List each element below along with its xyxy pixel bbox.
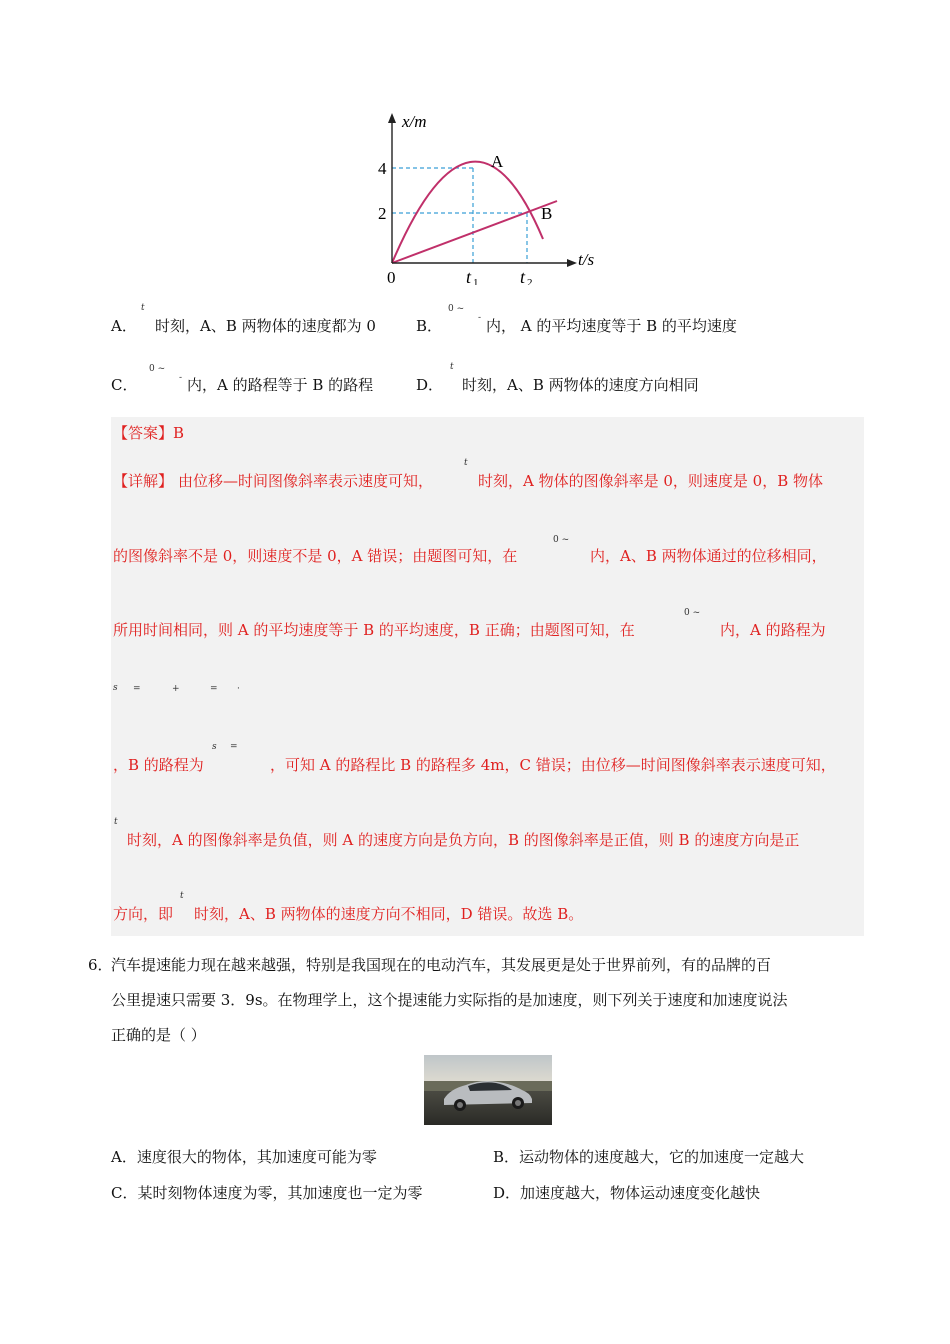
q5-option-b-range: 0 ~ (448, 304, 465, 314)
detail-line7-t: t (180, 891, 184, 901)
q6-line1: 汽车提速能力现在越来越强，特别是我国现在的电动汽车，其发展更是处于世界前列，有的品牌的百 (111, 956, 772, 974)
t2-label: t (520, 267, 526, 285)
x-axis-label: t/s (578, 250, 595, 269)
q6-option-c: C．某时刻物体速度为零，其加速度也一定为零 (111, 1184, 423, 1202)
q6-line3: 正确的是（ ） (111, 1026, 206, 1044)
y-axis-label: x/m (402, 112, 427, 131)
t2-subscript: 2 (527, 277, 533, 285)
detail-line1-t: t (464, 458, 468, 468)
q5-option-d-t: t (450, 362, 454, 372)
q5-option-b-prefix: B． (416, 317, 443, 335)
car-photo (424, 1055, 552, 1125)
q6-option-b: B．运动物体的速度越大，它的加速度一定越大 (493, 1148, 805, 1166)
detail-line6-t: t (114, 817, 118, 827)
detail-line3-range: 0 ~ (684, 608, 701, 618)
curve-b-label: B (541, 204, 553, 223)
detail-line3-b: 内，A 的路程为 (720, 621, 826, 639)
q5-option-a-t: t (141, 303, 145, 313)
formula-s-a: s (113, 683, 118, 693)
detail-line6: 时刻，A 的图像斜率是负值，则 A 的速度方向是负方向，B 的图像斜率是正值，则 B 的速度方向是正 (127, 831, 800, 849)
detail-line2-b: 内，A、B 两物体通过的位移相同， (590, 547, 827, 565)
detail-label: 【详解】 (113, 472, 174, 490)
y-axis-arrow (388, 113, 396, 123)
x-axis-arrow (567, 259, 577, 267)
curve-a-label: A (491, 152, 504, 171)
formula-b-eq: = (230, 742, 238, 752)
answer-label: 【答案】B (113, 424, 185, 442)
t1-subscript: 1 (473, 277, 479, 285)
q6-number: 6． (88, 956, 113, 974)
line-b (392, 201, 557, 263)
detail-line2-a: 的图像斜率不是 0，则速度不是 0，A 错误；由题图可知，在 (113, 547, 518, 565)
detail-line5-a: ，B 的路程为 (113, 756, 204, 774)
formula-eq2: = (210, 684, 218, 694)
detail-line7-b: 时刻，A、B 两物体的速度方向不相同，D 错误。故选 B。 (194, 905, 584, 923)
detail-line3-a: 所用时间相同，则 A 的平均速度等于 B 的平均速度，B 正确；由题图可知，在 (113, 621, 635, 639)
q6-option-d: D．加速度越大，物体运动速度变化越快 (493, 1184, 761, 1202)
q5-option-b-text: 内， A 的平均速度等于 B 的平均速度 (486, 317, 737, 335)
q6-line2: 公里提速只需要 3．9s。在物理学上，这个提速能力实际指的是加速度，则下列关于速度和加速度说法 (111, 991, 788, 1009)
q5-option-d-prefix: D． (416, 376, 444, 394)
q5-option-c-prefix: C． (111, 376, 138, 394)
answer-box (111, 417, 864, 936)
detail-line1-b: 时刻，A 物体的图像斜率是 0，则速度是 0，B 物体 (478, 472, 824, 490)
detail-line2-range: 0 ~ (553, 535, 570, 545)
t1-label: t (466, 267, 472, 285)
y-tick-2: 2 (378, 204, 387, 223)
formula-s-b: s (212, 742, 217, 752)
q5-option-d-text: 时刻，A、B 两物体的速度方向相同 (462, 376, 699, 394)
detail-line1-a: 由位移—时间图像斜率表示速度可知， (178, 472, 434, 490)
detail-line7-a: 方向，即 (113, 905, 174, 923)
q5-option-b-dash: - (478, 313, 482, 323)
q5-option-c-text: 内，A 的路程等于 B 的路程 (187, 376, 374, 394)
curve-a (392, 162, 543, 263)
formula-dot: · (237, 684, 240, 694)
y-tick-4: 4 (378, 159, 387, 178)
origin-label: 0 (387, 268, 396, 285)
detail-line5-b: ，可知 A 的路程比 B 的路程多 4m，C 错误；由位移—时间图像斜率表示速度可知， (270, 756, 836, 774)
q5-option-a-text: 时刻，A、B 两物体的速度都为 0 (155, 317, 376, 335)
formula-plus: + (172, 684, 180, 694)
q5-option-a-prefix: A． (111, 317, 137, 335)
formula-eq1: = (133, 684, 141, 694)
q6-option-a: A．速度很大的物体，其加速度可能为零 (111, 1148, 377, 1166)
q5-option-c-range: 0 ~ (149, 364, 166, 374)
displacement-time-graph (360, 105, 610, 285)
q5-option-c-dash: - (179, 373, 183, 383)
